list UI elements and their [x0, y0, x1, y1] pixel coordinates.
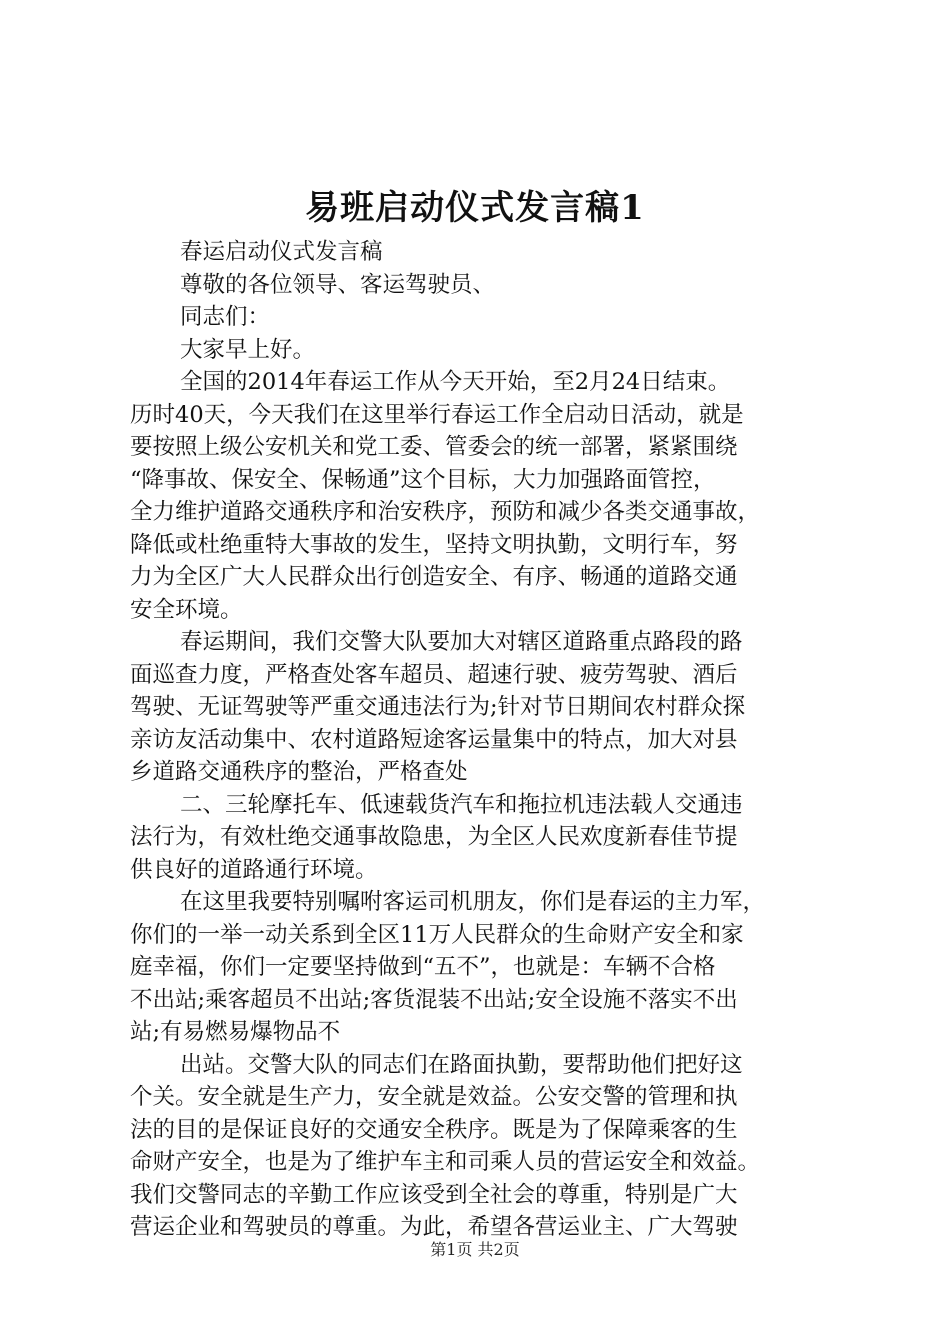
body-line: 面巡查力度，严格查处客车超员、超速行驶、疲劳驾驶、酒后	[130, 661, 738, 688]
body-line: 命财产安全，也是为了维护车主和司乘人员的营运安全和效益。	[130, 1149, 761, 1175]
body-line: 要按照上级公安机关和党工委、管委会的统一部署，紧紧围绕	[130, 434, 738, 460]
body-line: 法的目的是保证良好的交通安全秩序。既是为了保障乘客的生	[130, 1116, 738, 1143]
body-line: 力为全区广大人民群众出行创造安全、有序、畅通的道路交通	[130, 564, 738, 590]
body-line: 站;有易燃易爆物品不	[130, 1019, 341, 1045]
body-line: 供良好的道路通行环境。	[130, 856, 378, 883]
body-line: 降低或杜绝重特大事故的发生，坚持文明执勤，文明行车，努	[130, 531, 738, 558]
body-line: 安全环境。	[130, 596, 243, 623]
body-line: 你们的一举一动关系到全区11万人民群众的生命财产安全和家	[130, 921, 744, 948]
body-line: 全力维护道路交通秩序和治安秩序，预防和减少各类交通事故，	[130, 499, 761, 525]
body-line: 大家早上好。	[180, 336, 316, 363]
body-line: 春运启动仪式发言稿	[180, 239, 383, 265]
body-line: 我们交警同志的辛勤工作应该受到全社会的尊重，特别是广大	[130, 1181, 738, 1208]
body-line: 个关。安全就是生产力，安全就是效益。公安交警的管理和执	[130, 1084, 738, 1110]
body-line: 春运期间，我们交警大队要加大对辖区道路重点路段的路	[180, 629, 743, 655]
page-footer: 第1页 共2页	[430, 1240, 520, 1259]
body-line: 营运企业和驾驶员的尊重。为此，希望各营运业主、广大驾驶	[130, 1214, 738, 1240]
body-line: 全国的2014年春运工作从今天开始，至2月24日结束。	[180, 369, 731, 395]
body-line: “降事故、保安全、保畅通”这个目标，大力加强路面管控，	[130, 466, 716, 493]
body-line: 庭幸福，你们一定要坚持做到“五不”，也就是：车辆不合格	[130, 954, 716, 980]
body-line: 在这里我要特别嘱咐客运司机朋友，你们是春运的主力军，	[180, 889, 766, 915]
body-line: 驾驶、无证驾驶等严重交通违法行为;针对节日期间农村群众探	[130, 694, 746, 720]
body-line: 尊敬的各位领导、客运驾驶员、	[180, 271, 496, 298]
body-line: 法行为，有效杜绝交通事故隐患，为全区人民欢度新春佳节提	[130, 824, 738, 850]
body-line: 亲访友活动集中、农村道路短途客运量集中的特点，加大对县	[130, 726, 738, 753]
document-body	[130, 236, 830, 1244]
body-line: 乡道路交通秩序的整治，严格查处	[130, 759, 468, 785]
body-line: 出站。交警大队的同志们在路面执勤，要帮助他们把好这	[180, 1051, 743, 1078]
body-line: 不出站;乘客超员不出站;客货混装不出站;安全设施不落实不出	[130, 986, 738, 1013]
body-line: 二、三轮摩托车、低速载货汽车和拖拉机违法载人交通违	[180, 791, 743, 818]
body-line: 同志们：	[180, 304, 271, 330]
document-title: 易班启动仪式发言稿1	[305, 188, 645, 228]
body-line: 历时40天，今天我们在这里举行春运工作全启动日活动，就是	[130, 401, 744, 428]
